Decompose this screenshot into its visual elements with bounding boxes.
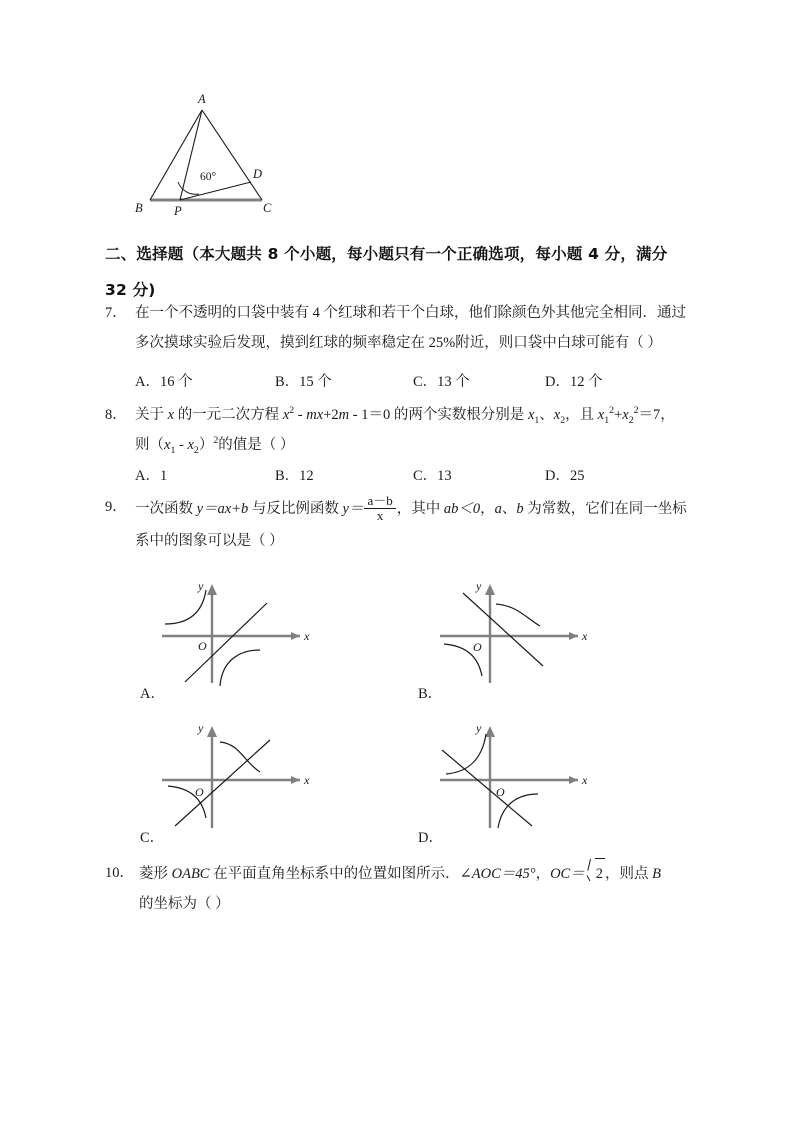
- graph-option-c-label: C．: [140, 830, 165, 846]
- linear-function-line: [463, 593, 543, 666]
- x-axis-label: x: [304, 629, 310, 643]
- y-axis-arrow: [207, 584, 217, 595]
- question-8-line2: 则$(x_1 - x_2)^2$的值是（ ）: [135, 435, 295, 456]
- question-9-line1: 一次函数 y＝ax+b 与反比例函数 y＝ $\frac{a-b}{x}$ ，其中 ab＜0，a、b 为常数，它们在同一坐标: [135, 493, 687, 524]
- x-axis-label: x: [582, 629, 588, 643]
- question-10-line1: 菱形 OABC 在平面直角坐标系中的位置如图所示．∠AOC＝45°，OC＝ 2 ，则点 B: [139, 858, 695, 889]
- graph-option-a[interactable]: [150, 578, 370, 718]
- option-d[interactable]: D．25: [545, 468, 585, 484]
- y-axis-arrow: [207, 726, 217, 737]
- y-axis-label: y: [476, 721, 482, 735]
- option-b[interactable]: B．12: [275, 468, 314, 484]
- linear-function-line: [175, 740, 270, 826]
- graph-option-b[interactable]: [428, 578, 648, 718]
- y-axis-label: y: [198, 579, 204, 593]
- question-8-line1: 关于 x 的一元二次方程 $x^2 - mx+2m - 1=0$ 的两个实数根分别是 $x_1$、$x_2$，且 $x_1^2+x_2^2=7$，: [135, 405, 675, 426]
- triangle-figure: [120, 88, 320, 223]
- hyperbola-branch-q2: [446, 734, 486, 774]
- graph-option-c[interactable]: [150, 718, 370, 858]
- y-axis-arrow: [485, 584, 495, 595]
- option-a[interactable]: A．16 个: [135, 374, 193, 390]
- segment-ab: [150, 110, 202, 200]
- vertex-label-c: C: [263, 201, 272, 215]
- option-c[interactable]: C．13 个: [413, 374, 470, 390]
- origin-label: O: [198, 639, 207, 653]
- option-d[interactable]: D．12 个: [545, 374, 603, 390]
- segment-pd: [180, 182, 251, 200]
- section-heading: 二、选择题（本大题共 8 个小题，每小题只有一个正确选项，每小题 4 分，满分 32 分): [105, 245, 668, 299]
- question-8-number: 8．: [105, 407, 127, 423]
- graph-option-d[interactable]: [428, 718, 648, 858]
- question-9-line2: 系中的图象可以是（ ）: [135, 533, 284, 549]
- question-9: [105, 492, 695, 556]
- x-axis-label: x: [304, 773, 310, 787]
- question-10-line2: 的坐标为（ ）: [139, 896, 230, 912]
- vertex-label-b: B: [135, 201, 143, 215]
- question-9-number: 9．: [105, 499, 127, 515]
- graph-option-a-label: A．: [140, 686, 165, 702]
- angle-arc-60: [178, 182, 199, 194]
- hyperbola-branch-q4: [220, 650, 260, 686]
- hyperbola-branch-q4: [498, 794, 538, 828]
- question-10: [105, 858, 695, 919]
- x-axis-label: x: [582, 773, 588, 787]
- question-7-line2: 多次摸球实验后发现，摸到红球的频率稳定在 25%附近，则口袋中白球可能有（ ）: [135, 335, 662, 351]
- question-7-line1: 在一个不透明的口袋中装有 4 个红球和若干个白球，他们除颜色外其他完全相同．通过: [135, 305, 686, 321]
- option-b[interactable]: B．15 个: [275, 374, 332, 390]
- x-axis-arrow: [569, 776, 578, 784]
- option-a[interactable]: A．1: [135, 468, 168, 484]
- hyperbola-branch-q1: [496, 604, 540, 626]
- y-axis-label: y: [476, 579, 482, 593]
- vertex-label-d: D: [253, 167, 263, 181]
- hyperbola-branch-q2: [165, 590, 206, 624]
- question-7-number: 7．: [105, 305, 127, 321]
- x-axis-arrow: [569, 632, 578, 640]
- y-axis-label: y: [198, 721, 204, 735]
- y-axis-arrow: [485, 726, 495, 737]
- angle-label-60: 60°: [200, 171, 217, 183]
- x-axis-arrow: [291, 632, 300, 640]
- question-8: [105, 400, 695, 460]
- square-root-symbol: 2: [585, 858, 605, 889]
- option-c[interactable]: C．13: [413, 468, 452, 484]
- x-axis-arrow: [291, 776, 300, 784]
- graph-option-b-label: B．: [418, 686, 443, 702]
- inverse-fraction: $\frac{a-b}{x}$: [364, 494, 395, 523]
- vertex-label-a: A: [198, 92, 206, 106]
- origin-label: O: [496, 785, 505, 799]
- segment-ap: [180, 110, 202, 200]
- linear-function-line: [442, 750, 532, 826]
- question-10-number: 10．: [105, 865, 134, 881]
- vertex-label-p: P: [174, 204, 182, 218]
- origin-label: O: [195, 785, 204, 799]
- graph-option-d-label: D．: [418, 830, 443, 846]
- question-7: [105, 298, 690, 358]
- origin-label: O: [473, 640, 482, 654]
